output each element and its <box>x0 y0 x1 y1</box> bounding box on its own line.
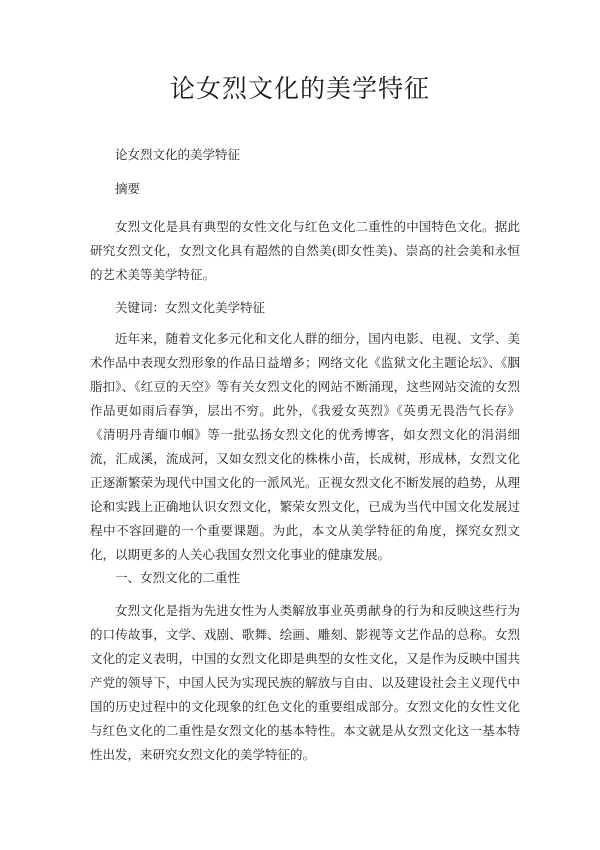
section-heading: 一、女烈文化的二重性 <box>115 570 241 585</box>
keywords-paragraph: 关键词：女烈文化美学特征 <box>115 300 266 315</box>
subtitle-paragraph: 论女烈文化的美学特征 <box>115 147 241 162</box>
document-title: 论女烈文化的美学特征 <box>169 74 430 103</box>
section-body-paragraph: 女烈文化是指为先进女性为人类解放事业英勇献身的行为和反映这些行为的口传故事，文学、戏剧、歌舞、绘画、雕刻、影视等文艺作品的总称。女烈文化的定义表明，中国的女烈文化即是典型的女性文化，又是作为反映中国共产党的领导下，中国人民为实现民族的解放与自由、以及建设社会主义现代中国的历史过程中的文化现象的红色文化的重要组成部分。女烈文化的女性文化与红色文化的二重性是女烈文化的基本特性。本文就是从女烈文化这一基本特性出发，来研究女烈文化的美学特征的。 <box>90 603 520 762</box>
intro-paragraph: 近年来，随着文化多元化和文化人群的细分，国内电影、电视、文学、美术作品中表现女烈形象的作品日益增多；网络文化《监狱文化主题论坛》、《胭脂扣》、《红豆的天空》等有关女烈文化的网站不断涌现，这些网站交流的女烈作品更如雨后春笋，层出不穷。此外，《我爱女英烈》《英勇无畏浩气长存》《清明丹青缅巾帼》等一批弘扬女烈文化的优秀博客，如女烈文化的涓涓细流，汇成溪，流成河，又如女烈文化的株株小苗，长成树，形成林，女烈文化正逐渐繁荣为现代中国文化的一派风光。正视女烈文化不断发展的趋势，从理论和实践上正确地认识女烈文化，繁荣女烈文化，已成为当代中国文化发展过程中不容回避的一个重要课题。为此，本文从美学特征的角度，探究女烈文化，以期更多的人关心我国女烈文化事业的健康发展。 <box>90 331 520 562</box>
abstract-paragraph: 女烈文化是具有典型的女性文化与红色文化二重性的中国特色文化。据此研究女烈文化，女烈文化具有超然的自然美(即女性美)、崇高的社会美和永恒的艺术美等美学特征。 <box>90 219 520 282</box>
abstract-label: 摘要 <box>115 181 141 196</box>
